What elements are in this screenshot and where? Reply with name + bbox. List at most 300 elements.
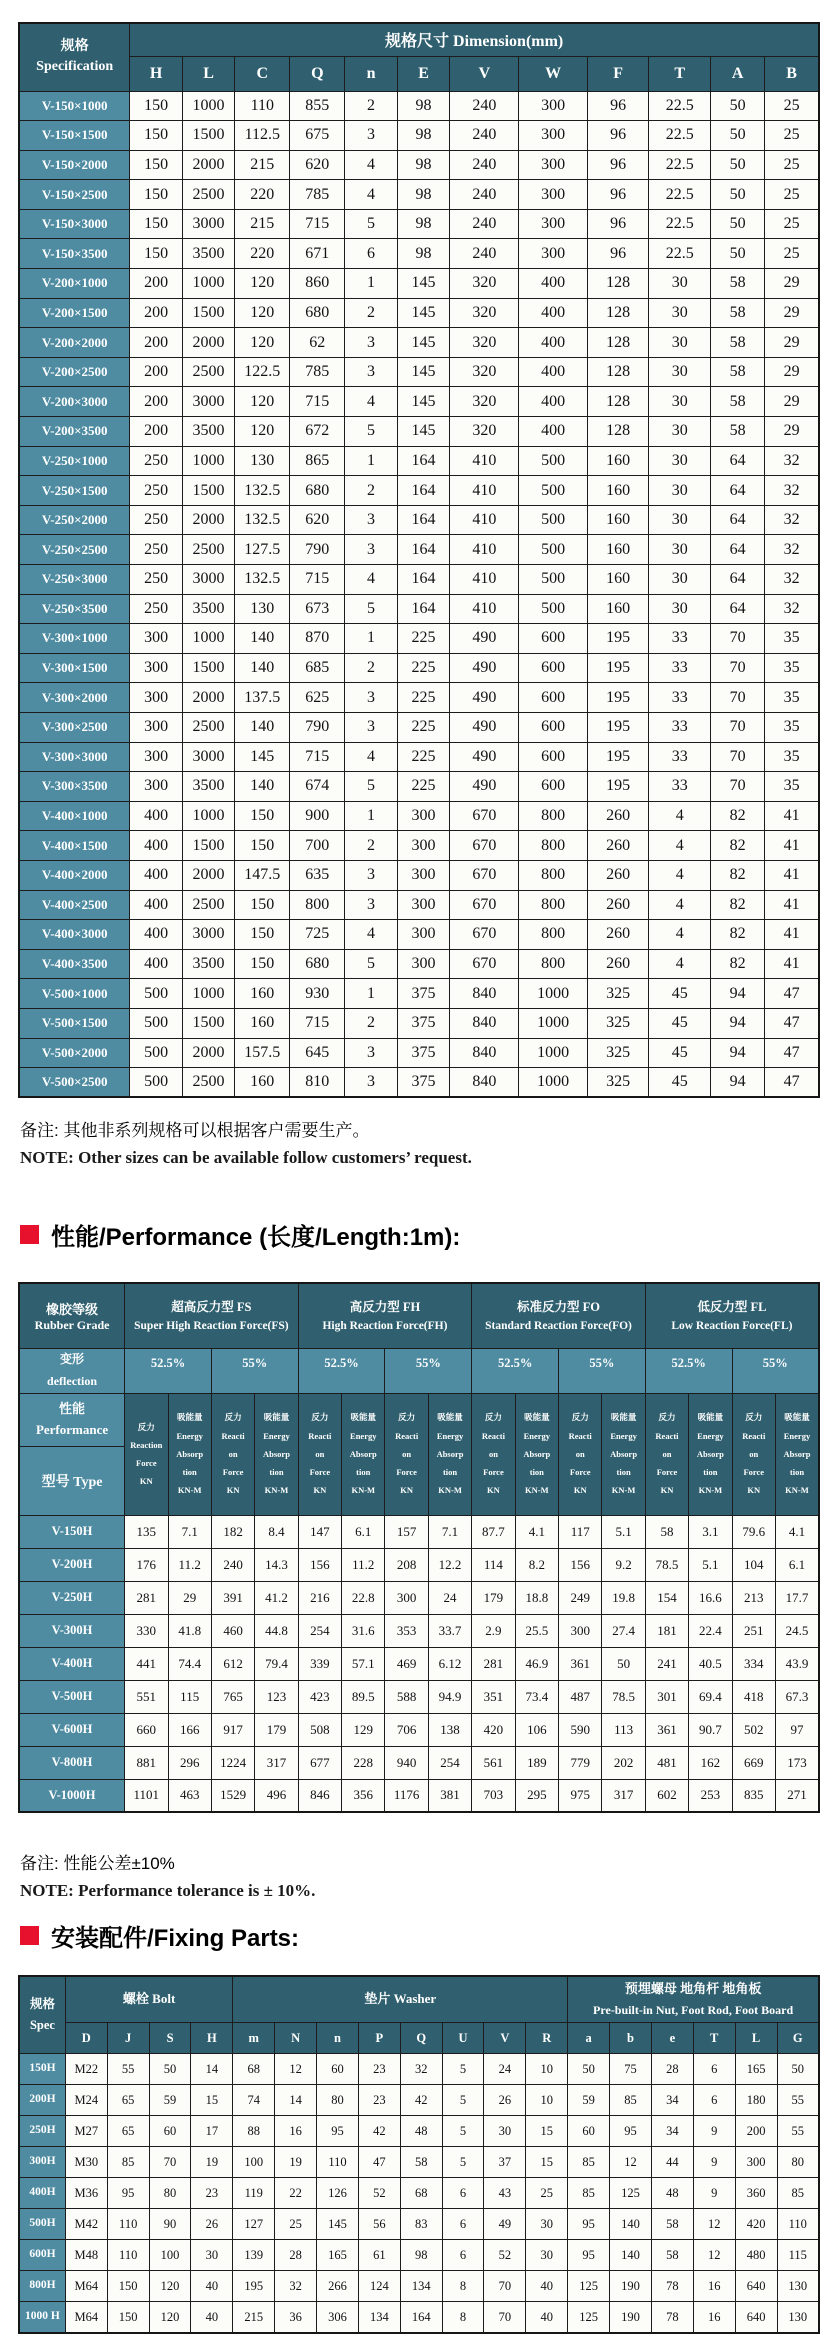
value-cell: 215 [235, 209, 290, 239]
row-label: V-150H [19, 1515, 125, 1548]
value-cell: 32 [765, 594, 819, 624]
row-label: V-250×1500 [19, 476, 130, 506]
fixing-corner-en: Spec [29, 2018, 55, 2032]
value-cell: 11.2 [342, 1548, 385, 1581]
performance-table [18, 1282, 820, 1813]
value-cell: 30 [649, 387, 711, 417]
deflection-value: 52.5% [298, 1349, 385, 1393]
value-cell: 240 [450, 239, 519, 269]
value-cell: 240 [450, 209, 519, 239]
value-cell: 3 [345, 505, 397, 535]
column-header: b [610, 2023, 652, 2054]
table-row [19, 801, 819, 831]
value-cell: 6 [442, 2209, 484, 2240]
table-row [19, 831, 819, 861]
value-cell: 680 [290, 476, 345, 506]
value-cell: 195 [587, 683, 649, 713]
value-cell: 325 [587, 1068, 649, 1098]
value-cell: 22.5 [649, 239, 711, 269]
value-cell: 50 [602, 1647, 645, 1680]
value-cell: 2500 [182, 1068, 234, 1098]
group-fh-en: High Reaction Force(FH) [322, 1320, 448, 1333]
value-cell: 150 [130, 121, 182, 151]
red-square-bullet-icon [20, 1926, 39, 1945]
value-cell: 58 [711, 417, 765, 447]
value-cell: 78.5 [645, 1548, 688, 1581]
value-cell: M27 [65, 2116, 107, 2147]
performance-subcolumn-header: 反力 Reacti on Force KN [559, 1393, 602, 1515]
value-cell: 1000 [519, 1038, 587, 1068]
value-cell: 195 [587, 624, 649, 654]
value-cell: 68 [400, 2178, 442, 2209]
row-label: V-300×1000 [19, 624, 130, 654]
table-row [19, 1713, 819, 1746]
value-cell: 317 [255, 1746, 298, 1779]
value-cell: 300 [130, 742, 182, 772]
value-cell: 1 [345, 269, 397, 299]
value-cell: 164 [400, 2302, 442, 2333]
value-cell: 400 [519, 269, 587, 299]
value-cell: 325 [587, 1008, 649, 1038]
value-cell: 300 [519, 209, 587, 239]
grade-header-row [19, 1283, 819, 1349]
value-cell: 330 [125, 1614, 168, 1647]
value-cell: 190 [610, 2271, 652, 2302]
value-cell: 790 [290, 712, 345, 742]
value-cell: 840 [450, 979, 519, 1009]
value-cell: 865 [290, 446, 345, 476]
value-cell: 271 [775, 1779, 819, 1812]
value-cell: 300 [519, 150, 587, 180]
value-cell: 16 [275, 2116, 317, 2147]
value-cell: 145 [397, 357, 449, 387]
value-cell: 16 [693, 2302, 735, 2333]
value-cell: 30 [649, 328, 711, 358]
value-cell: 16 [693, 2271, 735, 2302]
value-cell: 190 [610, 2302, 652, 2333]
value-cell: 78.5 [602, 1680, 645, 1713]
table-row [19, 1038, 819, 1068]
value-cell: 469 [385, 1647, 428, 1680]
value-cell: 30 [649, 446, 711, 476]
value-cell: 620 [290, 505, 345, 535]
value-cell: 23 [358, 2085, 400, 2116]
value-cell: 28 [651, 2054, 693, 2085]
value-cell: 840 [450, 1008, 519, 1038]
value-cell: 58 [400, 2147, 442, 2178]
value-cell: 60 [568, 2116, 610, 2147]
value-cell: 496 [255, 1779, 298, 1812]
value-cell: 40 [191, 2271, 233, 2302]
value-cell: 260 [587, 831, 649, 861]
column-header: T [649, 56, 711, 91]
value-cell: 64 [711, 535, 765, 565]
value-cell: 300 [519, 180, 587, 210]
column-header: m [233, 2023, 275, 2054]
value-cell: 30 [649, 594, 711, 624]
value-cell: 3 [345, 1068, 397, 1098]
value-cell: 35 [765, 742, 819, 772]
value-cell: 9 [693, 2178, 735, 2209]
value-cell: 120 [235, 328, 290, 358]
value-cell: 29 [765, 269, 819, 299]
value-cell: 2 [345, 476, 397, 506]
value-cell: 600 [519, 624, 587, 654]
value-cell: 164 [397, 446, 449, 476]
value-cell: 19.8 [602, 1581, 645, 1614]
value-cell: 138 [428, 1713, 471, 1746]
value-cell: 160 [587, 505, 649, 535]
table-row [19, 505, 819, 535]
column-header: E [397, 56, 449, 91]
value-cell: 2 [345, 298, 397, 328]
value-cell: M64 [65, 2302, 107, 2333]
value-cell: 216 [298, 1581, 341, 1614]
value-cell: 25 [765, 121, 819, 151]
column-header: J [107, 2023, 149, 2054]
value-cell: 120 [235, 269, 290, 299]
value-cell: 625 [290, 683, 345, 713]
value-cell: 19 [275, 2147, 317, 2178]
row-label: V-1000H [19, 1779, 125, 1812]
value-cell: 2500 [182, 357, 234, 387]
row-label: 400H [19, 2178, 65, 2209]
value-cell: 670 [450, 801, 519, 831]
table-row [19, 328, 819, 358]
value-cell: 375 [397, 1068, 449, 1098]
value-cell: 300 [397, 890, 449, 920]
value-cell: 4 [649, 890, 711, 920]
value-cell: 254 [428, 1746, 471, 1779]
value-cell: 110 [317, 2147, 359, 2178]
value-cell: 96 [587, 180, 649, 210]
value-cell: 123 [255, 1680, 298, 1713]
value-cell: 7.1 [428, 1515, 471, 1548]
value-cell: 3500 [182, 594, 234, 624]
value-cell: 2000 [182, 328, 234, 358]
nut-group-en: Pre-built-in Nut, Foot Rod, Foot Board [593, 2003, 794, 2018]
value-cell: 800 [290, 890, 345, 920]
value-cell: 73.4 [515, 1680, 558, 1713]
deflection-value: 55% [211, 1349, 298, 1393]
column-header: H [191, 2023, 233, 2054]
value-cell: 600 [519, 742, 587, 772]
value-cell: 180 [735, 2085, 777, 2116]
value-cell: 500 [519, 476, 587, 506]
value-cell: 70 [484, 2271, 526, 2302]
washer-group-header: 垫片 Washer [233, 1976, 568, 2023]
value-cell: 75 [610, 2054, 652, 2085]
value-cell: 80 [777, 2147, 819, 2178]
value-cell: 296 [168, 1746, 211, 1779]
value-cell: 300 [385, 1581, 428, 1614]
value-cell: 30 [649, 269, 711, 299]
table-row [19, 565, 819, 595]
value-cell: 3000 [182, 209, 234, 239]
table-row [19, 949, 819, 979]
column-header: Q [290, 56, 345, 91]
value-cell: 128 [587, 357, 649, 387]
value-cell: 300 [397, 801, 449, 831]
value-cell: 132.5 [235, 476, 290, 506]
row-label: V-300×2000 [19, 683, 130, 713]
type-label-text: 型号 Type [41, 1474, 103, 1490]
value-cell: 860 [290, 269, 345, 299]
value-cell: 94 [711, 1068, 765, 1098]
value-cell: 4.1 [515, 1515, 558, 1548]
value-cell: 47 [765, 1038, 819, 1068]
value-cell: 50 [777, 2054, 819, 2085]
value-cell: 400 [130, 801, 182, 831]
value-cell: 490 [450, 653, 519, 683]
value-cell: 1 [345, 624, 397, 654]
value-cell: 260 [587, 801, 649, 831]
value-cell: 225 [397, 742, 449, 772]
value-cell: 5.1 [689, 1548, 732, 1581]
value-cell: 2000 [182, 505, 234, 535]
value-cell: 300 [397, 949, 449, 979]
value-cell: 160 [235, 979, 290, 1009]
value-cell: 215 [233, 2302, 275, 2333]
table-row [19, 387, 819, 417]
deflection-en: deflection [47, 1373, 98, 1388]
row-label: V-300×3000 [19, 742, 130, 772]
value-cell: 500 [519, 505, 587, 535]
value-cell: 41.8 [168, 1614, 211, 1647]
value-cell: 420 [472, 1713, 515, 1746]
value-cell: 3500 [182, 417, 234, 447]
dimension-group-header: 规格尺寸 Dimension(mm) [130, 23, 819, 56]
value-cell: 30 [649, 298, 711, 328]
value-cell: 706 [385, 1713, 428, 1746]
value-cell: 37 [484, 2147, 526, 2178]
value-cell: 95 [107, 2178, 149, 2209]
value-cell: 500 [519, 594, 587, 624]
value-cell: 55 [777, 2116, 819, 2147]
value-cell: 3500 [182, 239, 234, 269]
value-cell: 128 [587, 417, 649, 447]
value-cell: 250 [130, 535, 182, 565]
value-cell: 135 [125, 1515, 168, 1548]
value-cell: 785 [290, 357, 345, 387]
value-cell: 82 [711, 890, 765, 920]
value-cell: 500 [519, 446, 587, 476]
value-cell: 6 [442, 2240, 484, 2271]
value-cell: 96 [587, 209, 649, 239]
value-cell: 800 [519, 801, 587, 831]
value-cell: 23 [358, 2054, 400, 2085]
value-cell: 500 [519, 565, 587, 595]
value-cell: 78 [651, 2271, 693, 2302]
spec-corner-header [19, 23, 130, 91]
value-cell: 15 [526, 2116, 568, 2147]
value-cell: 26 [191, 2209, 233, 2240]
value-cell: 2 [345, 1008, 397, 1038]
performance-subcolumn-header: 反力 Reacti on Force KN [298, 1393, 341, 1515]
value-cell: 165 [735, 2054, 777, 2085]
value-cell: 502 [732, 1713, 775, 1746]
performance-subcolumn-header: 吸能量 Energy Absorp tion KN-M [689, 1393, 732, 1515]
value-cell: 685 [290, 653, 345, 683]
note-zh: 备注: 其他非系列规格可以根据客户需要生产。 [20, 1121, 370, 1141]
value-cell: 551 [125, 1680, 168, 1713]
value-cell: 22.5 [649, 209, 711, 239]
row-label: V-200×1500 [19, 298, 130, 328]
value-cell: 1500 [182, 298, 234, 328]
row-label: V-250×2000 [19, 505, 130, 535]
value-cell: 490 [450, 712, 519, 742]
table-row [19, 1008, 819, 1038]
value-cell: 715 [290, 1008, 345, 1038]
value-cell: M42 [65, 2209, 107, 2240]
value-cell: 1000 [182, 269, 234, 299]
table-row [19, 2178, 819, 2209]
performance-label [20, 1394, 124, 1447]
row-label: V-250×2500 [19, 535, 130, 565]
value-cell: 42 [358, 2116, 400, 2147]
value-cell: 35 [765, 683, 819, 713]
group-header-fs [125, 1283, 299, 1349]
value-cell: 60 [149, 2116, 191, 2147]
row-label: V-800H [19, 1746, 125, 1779]
row-label: V-600H [19, 1713, 125, 1746]
value-cell: 47 [358, 2147, 400, 2178]
value-cell: 2 [345, 831, 397, 861]
value-cell: 5 [442, 2147, 484, 2178]
value-cell: 22.4 [689, 1614, 732, 1647]
value-cell: 29 [765, 417, 819, 447]
value-cell: 500 [519, 535, 587, 565]
row-label: V-150×1000 [19, 91, 130, 121]
value-cell: 1000 [182, 446, 234, 476]
value-cell: 320 [450, 357, 519, 387]
value-cell: 68 [233, 2054, 275, 2085]
value-cell: 74 [233, 2085, 275, 2116]
value-cell: 156 [298, 1548, 341, 1581]
row-label: 200H [19, 2085, 65, 2116]
value-cell: 669 [732, 1746, 775, 1779]
value-cell: 240 [450, 91, 519, 121]
value-cell: 500 [130, 979, 182, 1009]
performance-section-title [20, 1217, 830, 1252]
value-cell: 87.7 [472, 1515, 515, 1548]
column-header: F [587, 56, 649, 91]
value-cell: 672 [290, 417, 345, 447]
fixing-parts-title-text: 安装配件/Fixing Parts: [51, 1924, 300, 1952]
value-cell: 855 [290, 91, 345, 121]
value-cell: 5 [345, 772, 397, 802]
column-header: S [149, 2023, 191, 2054]
value-cell: 166 [168, 1713, 211, 1746]
value-cell: 48 [400, 2116, 442, 2147]
value-cell: 1000 [519, 979, 587, 1009]
value-cell: 6.1 [775, 1548, 819, 1581]
value-cell: 620 [290, 150, 345, 180]
value-cell: 2500 [182, 712, 234, 742]
row-label: V-300H [19, 1614, 125, 1647]
value-cell: 508 [298, 1713, 341, 1746]
value-cell: 97 [775, 1713, 819, 1746]
value-cell: 195 [587, 772, 649, 802]
table-row [19, 860, 819, 890]
value-cell: 208 [385, 1548, 428, 1581]
value-cell: 670 [450, 920, 519, 950]
value-cell: 145 [397, 328, 449, 358]
value-cell: 1 [345, 446, 397, 476]
value-cell: 241 [645, 1647, 688, 1680]
value-cell: 22.5 [649, 91, 711, 121]
value-cell: 45 [649, 1068, 711, 1098]
value-cell: 59 [568, 2085, 610, 2116]
value-cell: 835 [732, 1779, 775, 1812]
value-cell: 130 [235, 446, 290, 476]
value-cell: 12 [693, 2209, 735, 2240]
performance-subcolumn-header: 反力 Reacti on Force KN [211, 1393, 254, 1515]
performance-type-label [19, 1393, 125, 1515]
value-cell: 179 [472, 1581, 515, 1614]
value-cell: 671 [290, 239, 345, 269]
value-cell: 640 [735, 2271, 777, 2302]
value-cell: 3000 [182, 920, 234, 950]
value-cell: 25 [765, 150, 819, 180]
fixing-parts-table [18, 1975, 820, 2334]
value-cell: 200 [130, 328, 182, 358]
value-cell: 25 [765, 91, 819, 121]
value-cell: 98 [397, 91, 449, 121]
value-cell: 391 [211, 1581, 254, 1614]
value-cell: 635 [290, 860, 345, 890]
value-cell: 4 [649, 949, 711, 979]
value-cell: 120 [235, 417, 290, 447]
row-label: 500H [19, 2209, 65, 2240]
row-label: 250H [19, 2116, 65, 2147]
value-cell: 57.1 [342, 1647, 385, 1680]
value-cell: 5 [345, 949, 397, 979]
value-cell: 22.8 [342, 1581, 385, 1614]
column-header: V [450, 56, 519, 91]
value-cell: 98 [397, 150, 449, 180]
value-cell: 32 [765, 565, 819, 595]
value-cell: 300 [397, 831, 449, 861]
value-cell: 300 [519, 121, 587, 151]
fixing-corner-zh: 规格 [29, 1996, 55, 2011]
value-cell: 34 [651, 2116, 693, 2147]
value-cell: 58 [711, 357, 765, 387]
column-header: A [711, 56, 765, 91]
value-cell: 124 [358, 2271, 400, 2302]
value-cell: 134 [358, 2302, 400, 2333]
value-cell: 1000 [519, 1068, 587, 1098]
value-cell: 85 [568, 2178, 610, 2209]
column-header: R [526, 2023, 568, 2054]
value-cell: 840 [450, 1038, 519, 1068]
value-cell: 250 [130, 505, 182, 535]
value-cell: 89.5 [342, 1680, 385, 1713]
value-cell: 225 [397, 624, 449, 654]
value-cell: 94 [711, 1008, 765, 1038]
value-cell: 490 [450, 683, 519, 713]
value-cell: 423 [298, 1680, 341, 1713]
value-cell: 300 [130, 683, 182, 713]
value-cell: 16.6 [689, 1581, 732, 1614]
value-cell: 150 [107, 2302, 149, 2333]
value-cell: 130 [777, 2302, 819, 2333]
column-header: e [651, 2023, 693, 2054]
performance-subcolumn-header: 反力 Reacti on Force KN [385, 1393, 428, 1515]
value-cell: 150 [235, 920, 290, 950]
value-cell: 202 [602, 1746, 645, 1779]
value-cell: 50 [711, 209, 765, 239]
